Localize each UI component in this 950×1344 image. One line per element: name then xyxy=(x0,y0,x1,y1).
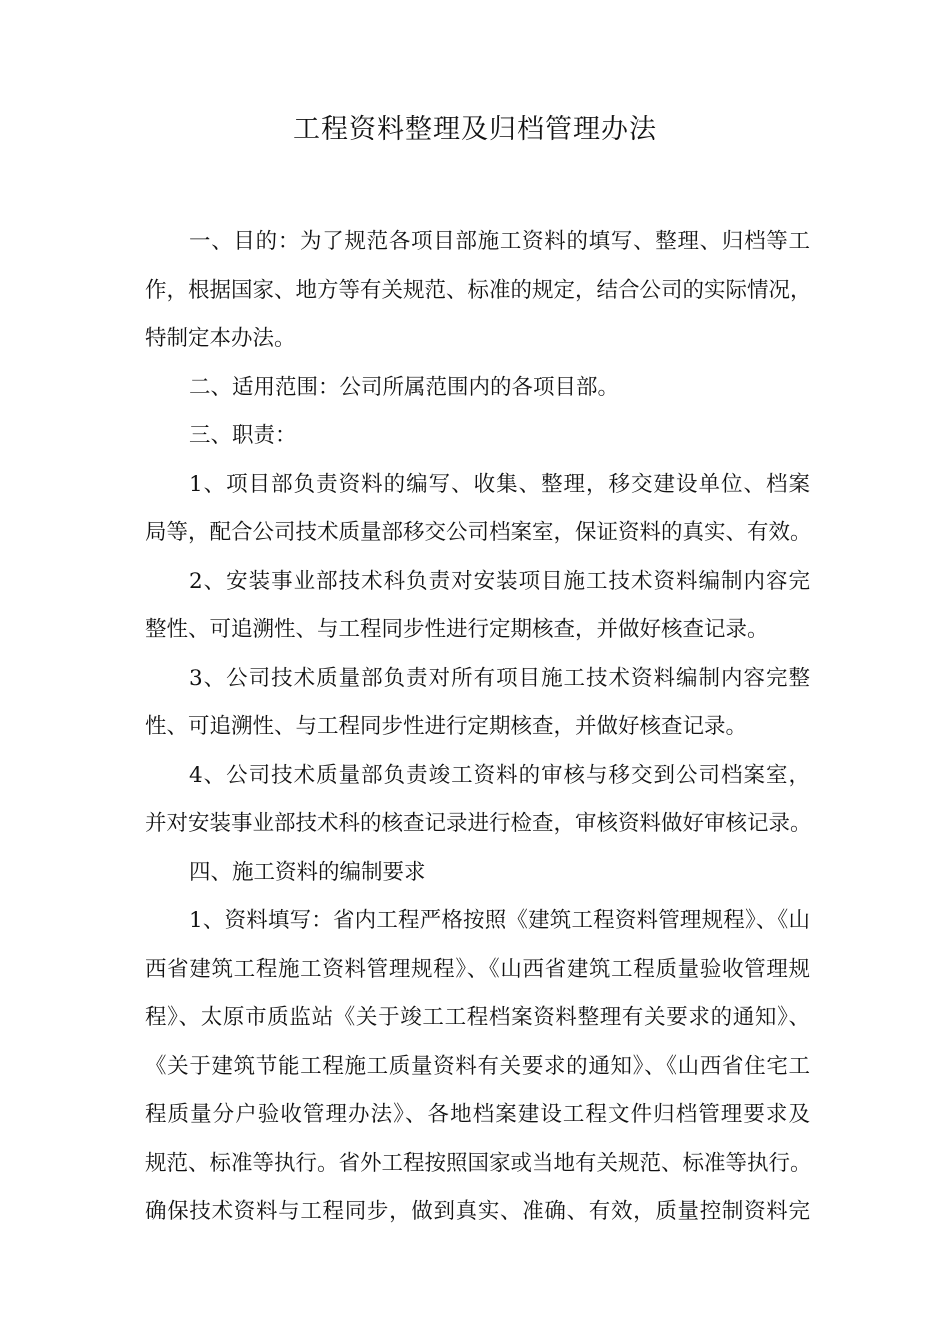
paragraph-line: 性、可追溯性、与工程同步性进行定期核查，并做好核查记录。 xyxy=(145,714,748,739)
paragraph-line: 局等，配合公司技术质量部移交公司档案室，保证资料的真实、有效。 xyxy=(145,520,812,545)
paragraph-line: 3、公司技术质量部负责对所有项目施工技术资料编制内容完整 xyxy=(189,665,810,691)
paragraph-line: 一、目的：为了规范各项目部施工资料的填写、整理、归档等工 xyxy=(189,229,810,254)
paragraph-line: 作，根据国家、地方等有关规范、标准的规定，结合公司的实际情况， xyxy=(145,277,812,303)
paragraph-line: 特制定本办法。 xyxy=(145,326,296,351)
paragraph-line: 1、资料填写：省内工程严格按照《建筑工程资料管理规程》、《山 xyxy=(189,908,810,933)
paragraph-line: 规范、标准等执行。省外工程按照国家或当地有关规范、标准等执行。 xyxy=(145,1150,812,1176)
document-body xyxy=(145,218,810,1237)
paragraph-line: 1、项目部负责资料的编写、收集、整理，移交建设单位、档案 xyxy=(189,471,810,497)
paragraph-line: 并对安装事业部技术科的核查记录进行检查，审核资料做好审核记录。 xyxy=(145,811,812,836)
document-title: 工程资料整理及归档管理办法 xyxy=(293,114,657,145)
paragraph-line: 程》、太原市质监站《关于竣工工程档案资料整理有关要求的通知》、 xyxy=(145,1005,810,1030)
paragraph-line: 2、安装事业部技术科负责对安装项目施工技术资料编制内容完 xyxy=(189,568,810,594)
paragraph-line: 程质量分户验收管理办法》、各地档案建设工程文件归档管理要求及 xyxy=(145,1102,810,1127)
paragraph-line: 整性、可追溯性、与工程同步性进行定期核查，并做好核查记录。 xyxy=(145,617,769,642)
paragraph-line: 二、适用范围：公司所属范围内的各项目部。 xyxy=(189,374,620,400)
paragraph-line: 4、公司技术质量部负责竣工资料的审核与移交到公司档案室， xyxy=(189,762,810,788)
paragraph-line: 西省建筑工程施工资料管理规程》、《山西省建筑工程质量验收管理规 xyxy=(145,956,810,982)
paragraph-line: 《关于建筑节能工程施工质量资料有关要求的通知》、《山西省住宅工 xyxy=(145,1053,810,1079)
paragraph-line: 三、职责： xyxy=(189,423,297,448)
section-heading: 四、施工资料的编制要求 xyxy=(189,859,426,885)
paragraph-line: 确保技术资料与工程同步，做到真实、准确、有效，质量控制资料完 xyxy=(145,1199,810,1224)
